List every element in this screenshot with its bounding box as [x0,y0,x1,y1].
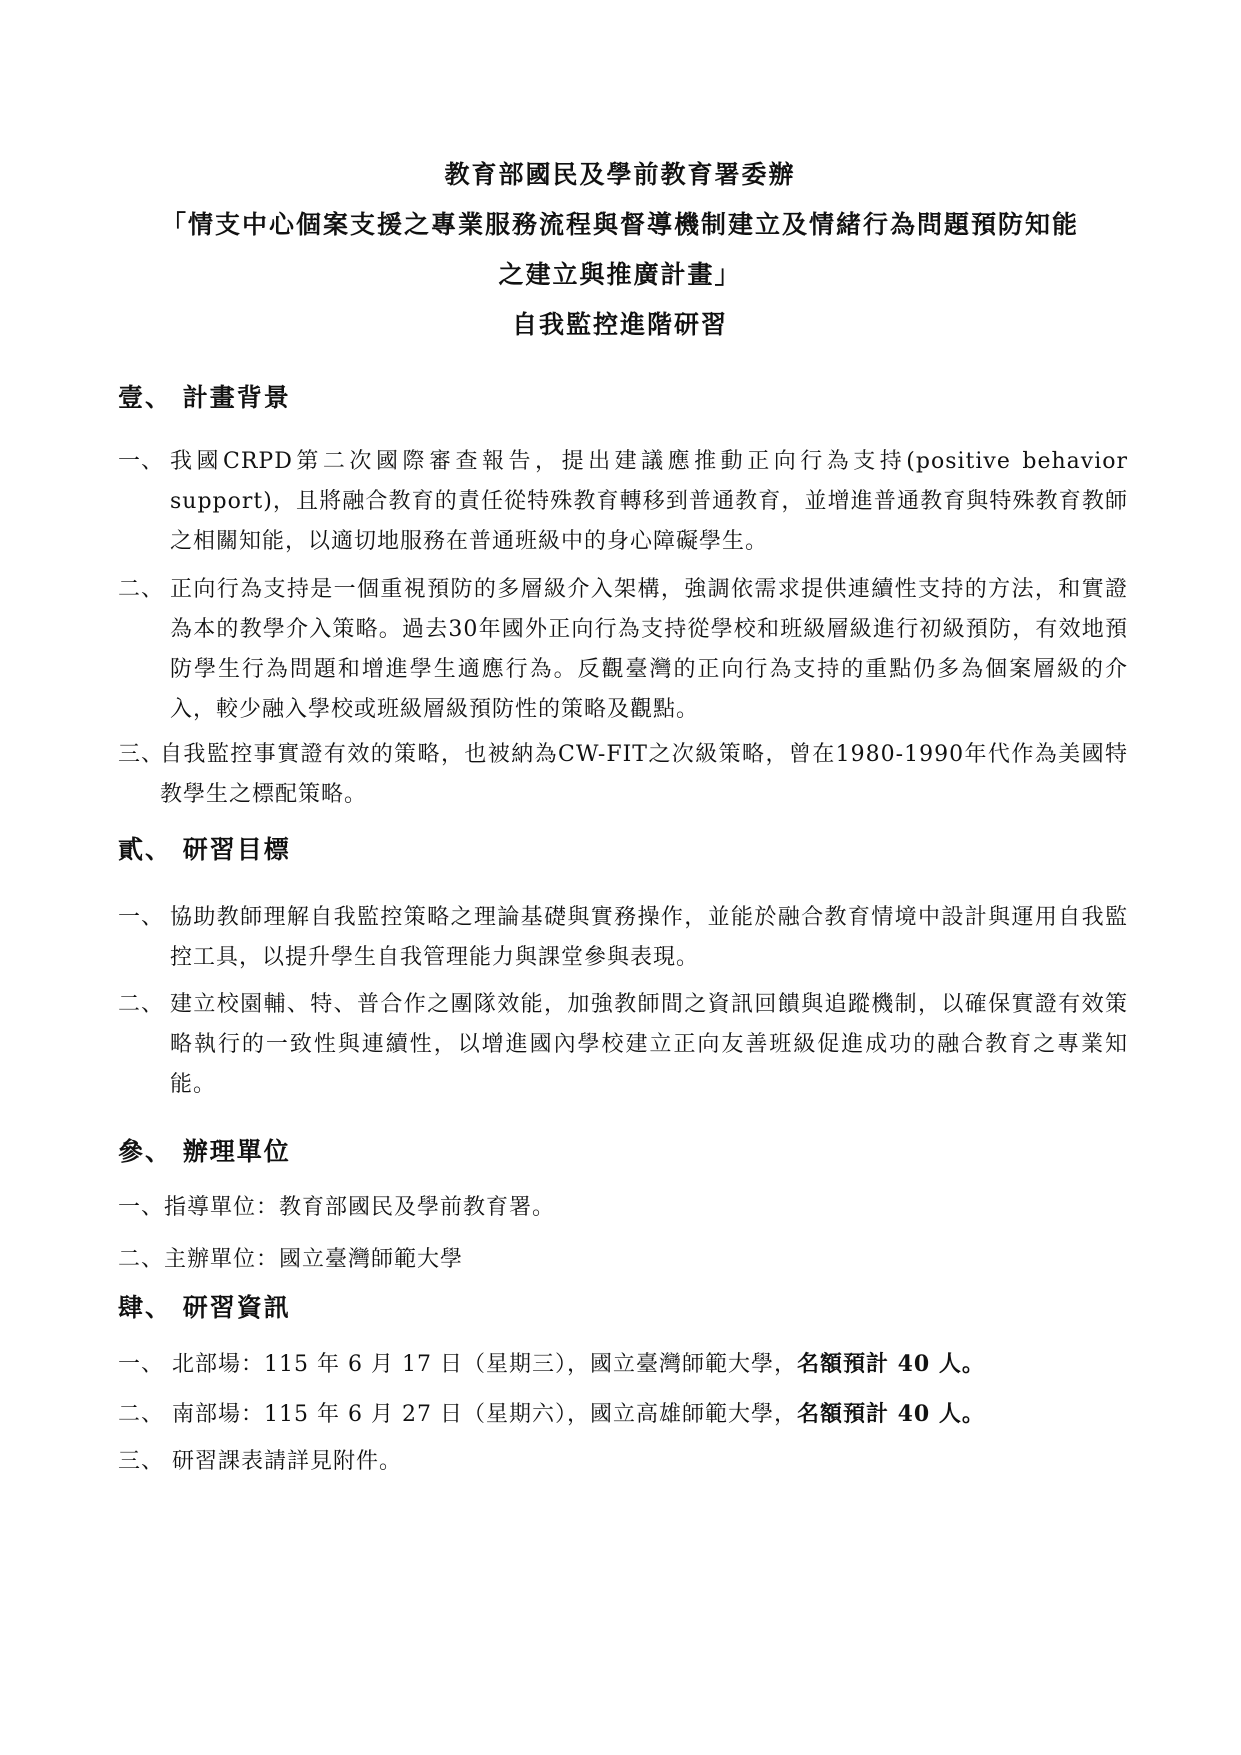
list-item [118,1394,985,1435]
section-heading-organizers: 參、 辦理單位 [118,1137,291,1166]
section-heading-workshop-info: 肆、 研習資訊 [118,1293,291,1322]
quota-text: 名額預計 40 人。 [796,1351,985,1377]
list-number: 二、 [118,577,165,602]
list-text: 我國CRPD第二次國際審查報告，提出建議應推動正向行為支持(positive behavior support)，且將融合教育的責任從特殊教育轉移到普通教育，並增進普通教育與特殊教育教師之相關知能，以適切地服務在普通班級中的身心障礙學生。 [170,449,1128,554]
list-number: 三、 [118,742,165,767]
list-number: 二、 [118,992,165,1017]
list-number: 一、 [118,449,165,474]
section-heading-background: 壹、 計畫背景 [118,383,291,412]
list-item [118,570,1128,730]
list-text: 一、 北部場：115 年 6 月 17 日（星期三），國立臺灣師範大學， [118,1352,797,1377]
quota-text: 名額預計 40 人。 [796,1401,985,1427]
section-heading-objectives: 貳、 研習目標 [118,835,291,864]
title-line-4: 自我監控進階研習 [511,310,728,339]
list-text: 正向行為支持是一個重視預防的多層級介入架構，強調依需求提供連續性支持的方法，和實證為本的教學介入策略。過去30年國外正向行為支持從學校和班級層級進行初級預防，有效地預防學生行為問題和增進學生適應行為。反觀臺灣的正向行為支持的重點仍多為個案層級的介入，較少融入學校或班級層級預防性的策略及觀點。 [170,577,1128,722]
list-item [118,898,1128,978]
list-item [118,735,1128,815]
list-text: 協助教師理解自我監控策略之理論基礎與實務操作，並能於融合教育情境中設計與運用自我監控工具，以提升學生自我管理能力與課堂參與表現。 [170,905,1128,970]
document-title [110,150,1130,350]
list-item [118,985,1128,1105]
list-item [118,1344,985,1385]
list-text: 建立校園輔、特、普合作之團隊效能，加強教師間之資訊回饋與追蹤機制，以確保實證有效策略執行的一致性與連續性，以增進國內學校建立正向友善班級促進成功的融合教育之專業知能。 [170,992,1128,1097]
list-item [118,442,1128,562]
list-text: 自我監控事實證有效的策略，也被納為CW-FIT之次級策略，曾在1980-1990年代作為美國特教學生之標配策略。 [160,742,1128,807]
list-item: 三、 研習課表請詳見附件。 [118,1449,402,1474]
list-number: 一、 [118,905,165,930]
list-text: 二、 南部場：115 年 6 月 27 日（星期六），國立高雄師範大學， [118,1402,797,1427]
title-line-2: 「情支中心個案支援之專業服務流程與督導機制建立及情緒行為問題預防知能 [160,210,1079,239]
list-item: 一、指導單位：教育部國民及學前教育署。 [118,1195,556,1220]
title-line-3: 之建立與推廣計畫」 [498,260,742,289]
title-line-1: 教育部國民及學前教育署委辦 [444,160,796,189]
list-item: 二、主辦單位：國立臺灣師範大學 [118,1247,464,1272]
